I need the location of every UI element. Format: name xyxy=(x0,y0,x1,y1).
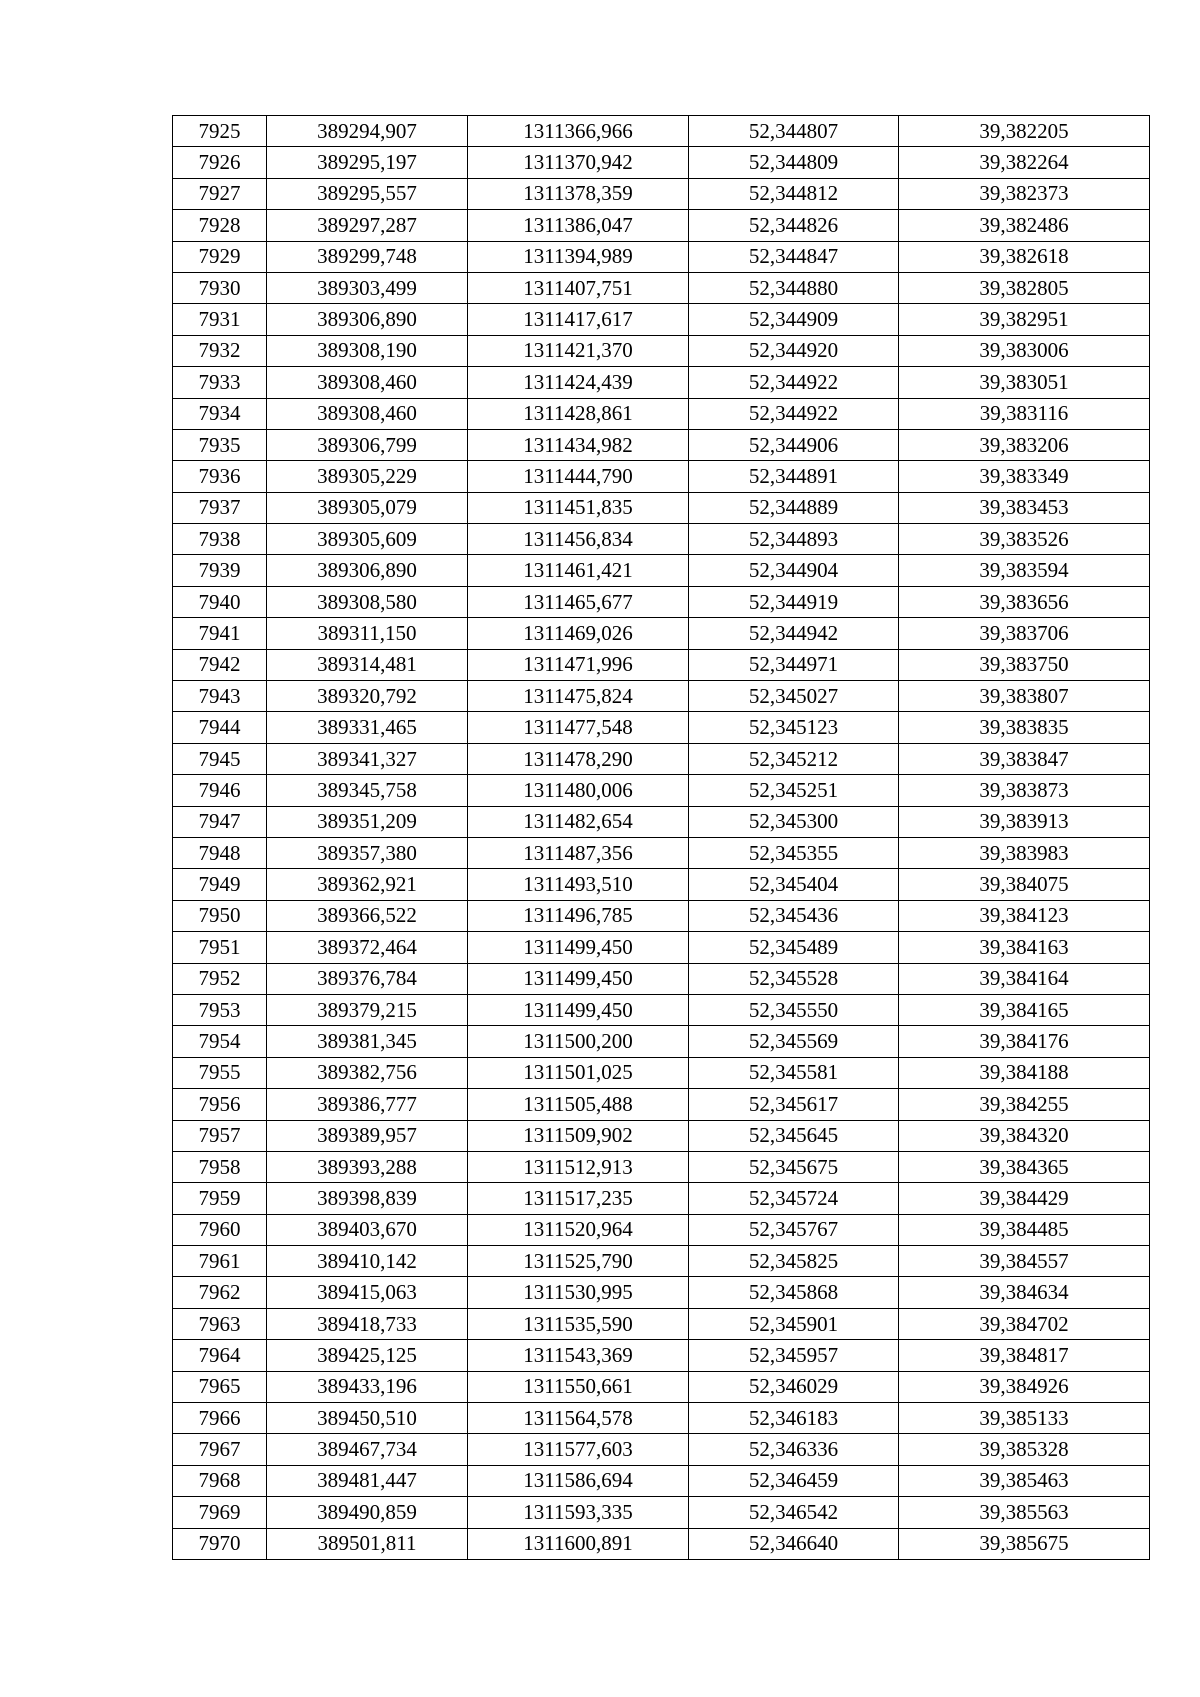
table-row xyxy=(173,524,1150,555)
longitude-cell: 39,384188 xyxy=(899,1057,1150,1088)
x-coordinate-cell: 389467,734 xyxy=(267,1434,468,1465)
longitude-cell: 39,384164 xyxy=(899,963,1150,994)
longitude-cell: 39,385133 xyxy=(899,1403,1150,1434)
y-coordinate-cell: 1311509,902 xyxy=(468,1120,689,1151)
point-number-cell: 7956 xyxy=(173,1089,267,1120)
x-coordinate-cell: 389297,287 xyxy=(267,210,468,241)
latitude-cell: 52,344893 xyxy=(689,524,899,555)
table-row xyxy=(173,1151,1150,1182)
longitude-cell: 39,382618 xyxy=(899,241,1150,272)
y-coordinate-cell: 1311480,006 xyxy=(468,775,689,806)
point-number-cell: 7967 xyxy=(173,1434,267,1465)
y-coordinate-cell: 1311407,751 xyxy=(468,272,689,303)
x-coordinate-cell: 389376,784 xyxy=(267,963,468,994)
latitude-cell: 52,345404 xyxy=(689,869,899,900)
x-coordinate-cell: 389308,190 xyxy=(267,335,468,366)
point-number-cell: 7955 xyxy=(173,1057,267,1088)
y-coordinate-cell: 1311535,590 xyxy=(468,1308,689,1339)
longitude-cell: 39,384365 xyxy=(899,1151,1150,1182)
table-row xyxy=(173,210,1150,241)
x-coordinate-cell: 389341,327 xyxy=(267,743,468,774)
y-coordinate-cell: 1311475,824 xyxy=(468,681,689,712)
latitude-cell: 52,345645 xyxy=(689,1120,899,1151)
point-number-cell: 7945 xyxy=(173,743,267,774)
y-coordinate-cell: 1311499,450 xyxy=(468,932,689,963)
table-row xyxy=(173,116,1150,147)
table-row xyxy=(173,1308,1150,1339)
x-coordinate-cell: 389403,670 xyxy=(267,1214,468,1245)
y-coordinate-cell: 1311386,047 xyxy=(468,210,689,241)
longitude-cell: 39,383983 xyxy=(899,837,1150,868)
y-coordinate-cell: 1311434,982 xyxy=(468,429,689,460)
point-number-cell: 7965 xyxy=(173,1371,267,1402)
table-row xyxy=(173,1089,1150,1120)
point-number-cell: 7954 xyxy=(173,1026,267,1057)
longitude-cell: 39,384557 xyxy=(899,1246,1150,1277)
x-coordinate-cell: 389382,756 xyxy=(267,1057,468,1088)
x-coordinate-cell: 389450,510 xyxy=(267,1403,468,1434)
y-coordinate-cell: 1311465,677 xyxy=(468,586,689,617)
latitude-cell: 52,345868 xyxy=(689,1277,899,1308)
longitude-cell: 39,383807 xyxy=(899,681,1150,712)
table-row xyxy=(173,398,1150,429)
point-number-cell: 7952 xyxy=(173,963,267,994)
longitude-cell: 39,384163 xyxy=(899,932,1150,963)
latitude-cell: 52,345550 xyxy=(689,994,899,1025)
latitude-cell: 52,345569 xyxy=(689,1026,899,1057)
y-coordinate-cell: 1311525,790 xyxy=(468,1246,689,1277)
point-number-cell: 7968 xyxy=(173,1465,267,1496)
latitude-cell: 52,344904 xyxy=(689,555,899,586)
latitude-cell: 52,346542 xyxy=(689,1497,899,1528)
longitude-cell: 39,384702 xyxy=(899,1308,1150,1339)
longitude-cell: 39,384320 xyxy=(899,1120,1150,1151)
x-coordinate-cell: 389362,921 xyxy=(267,869,468,900)
longitude-cell: 39,383349 xyxy=(899,461,1150,492)
x-coordinate-cell: 389425,125 xyxy=(267,1340,468,1371)
table-row xyxy=(173,586,1150,617)
latitude-cell: 52,344812 xyxy=(689,178,899,209)
latitude-cell: 52,345767 xyxy=(689,1214,899,1245)
table-row xyxy=(173,461,1150,492)
point-number-cell: 7939 xyxy=(173,555,267,586)
x-coordinate-cell: 389490,859 xyxy=(267,1497,468,1528)
longitude-cell: 39,385463 xyxy=(899,1465,1150,1496)
x-coordinate-cell: 389306,890 xyxy=(267,555,468,586)
latitude-cell: 52,344891 xyxy=(689,461,899,492)
x-coordinate-cell: 389314,481 xyxy=(267,649,468,680)
table-row xyxy=(173,555,1150,586)
latitude-cell: 52,344847 xyxy=(689,241,899,272)
point-number-cell: 7958 xyxy=(173,1151,267,1182)
longitude-cell: 39,384817 xyxy=(899,1340,1150,1371)
x-coordinate-cell: 389299,748 xyxy=(267,241,468,272)
y-coordinate-cell: 1311500,200 xyxy=(468,1026,689,1057)
latitude-cell: 52,344880 xyxy=(689,272,899,303)
point-number-cell: 7928 xyxy=(173,210,267,241)
x-coordinate-cell: 389311,150 xyxy=(267,618,468,649)
longitude-cell: 39,383006 xyxy=(899,335,1150,366)
table-row xyxy=(173,932,1150,963)
point-number-cell: 7934 xyxy=(173,398,267,429)
point-number-cell: 7962 xyxy=(173,1277,267,1308)
table-row xyxy=(173,1497,1150,1528)
y-coordinate-cell: 1311543,369 xyxy=(468,1340,689,1371)
table-row xyxy=(173,304,1150,335)
longitude-cell: 39,383750 xyxy=(899,649,1150,680)
latitude-cell: 52,345724 xyxy=(689,1183,899,1214)
point-number-cell: 7944 xyxy=(173,712,267,743)
y-coordinate-cell: 1311417,617 xyxy=(468,304,689,335)
point-number-cell: 7943 xyxy=(173,681,267,712)
point-number-cell: 7951 xyxy=(173,932,267,963)
latitude-cell: 52,344807 xyxy=(689,116,899,147)
latitude-cell: 52,345436 xyxy=(689,900,899,931)
table-row xyxy=(173,900,1150,931)
longitude-cell: 39,385328 xyxy=(899,1434,1150,1465)
point-number-cell: 7937 xyxy=(173,492,267,523)
x-coordinate-cell: 389303,499 xyxy=(267,272,468,303)
table-row xyxy=(173,1214,1150,1245)
x-coordinate-cell: 389415,063 xyxy=(267,1277,468,1308)
y-coordinate-cell: 1311451,835 xyxy=(468,492,689,523)
y-coordinate-cell: 1311586,694 xyxy=(468,1465,689,1496)
point-number-cell: 7932 xyxy=(173,335,267,366)
y-coordinate-cell: 1311482,654 xyxy=(468,806,689,837)
point-number-cell: 7938 xyxy=(173,524,267,555)
y-coordinate-cell: 1311530,995 xyxy=(468,1277,689,1308)
table-row xyxy=(173,178,1150,209)
x-coordinate-cell: 389308,580 xyxy=(267,586,468,617)
latitude-cell: 52,345617 xyxy=(689,1089,899,1120)
table-row xyxy=(173,1057,1150,1088)
y-coordinate-cell: 1311520,964 xyxy=(468,1214,689,1245)
y-coordinate-cell: 1311505,488 xyxy=(468,1089,689,1120)
latitude-cell: 52,344971 xyxy=(689,649,899,680)
point-number-cell: 7929 xyxy=(173,241,267,272)
latitude-cell: 52,344889 xyxy=(689,492,899,523)
longitude-cell: 39,382264 xyxy=(899,147,1150,178)
latitude-cell: 52,344809 xyxy=(689,147,899,178)
x-coordinate-cell: 389306,799 xyxy=(267,429,468,460)
latitude-cell: 52,345901 xyxy=(689,1308,899,1339)
point-number-cell: 7949 xyxy=(173,869,267,900)
x-coordinate-cell: 389481,447 xyxy=(267,1465,468,1496)
table-row xyxy=(173,681,1150,712)
longitude-cell: 39,383873 xyxy=(899,775,1150,806)
point-number-cell: 7966 xyxy=(173,1403,267,1434)
longitude-cell: 39,384075 xyxy=(899,869,1150,900)
y-coordinate-cell: 1311469,026 xyxy=(468,618,689,649)
table-row xyxy=(173,837,1150,868)
latitude-cell: 52,344919 xyxy=(689,586,899,617)
point-number-cell: 7948 xyxy=(173,837,267,868)
table-row xyxy=(173,1403,1150,1434)
longitude-cell: 39,382805 xyxy=(899,272,1150,303)
coordinates-table xyxy=(172,115,1150,1560)
y-coordinate-cell: 1311471,996 xyxy=(468,649,689,680)
latitude-cell: 52,346183 xyxy=(689,1403,899,1434)
latitude-cell: 52,346640 xyxy=(689,1528,899,1559)
latitude-cell: 52,345300 xyxy=(689,806,899,837)
point-number-cell: 7969 xyxy=(173,1497,267,1528)
longitude-cell: 39,384123 xyxy=(899,900,1150,931)
latitude-cell: 52,344920 xyxy=(689,335,899,366)
point-number-cell: 7940 xyxy=(173,586,267,617)
y-coordinate-cell: 1311456,834 xyxy=(468,524,689,555)
latitude-cell: 52,344906 xyxy=(689,429,899,460)
longitude-cell: 39,383206 xyxy=(899,429,1150,460)
table-row xyxy=(173,869,1150,900)
table-row xyxy=(173,1528,1150,1559)
table-row xyxy=(173,429,1150,460)
table-row xyxy=(173,712,1150,743)
longitude-cell: 39,383706 xyxy=(899,618,1150,649)
y-coordinate-cell: 1311424,439 xyxy=(468,367,689,398)
y-coordinate-cell: 1311421,370 xyxy=(468,335,689,366)
point-number-cell: 7933 xyxy=(173,367,267,398)
latitude-cell: 52,345957 xyxy=(689,1340,899,1371)
x-coordinate-cell: 389410,142 xyxy=(267,1246,468,1277)
latitude-cell: 52,344909 xyxy=(689,304,899,335)
x-coordinate-cell: 389305,229 xyxy=(267,461,468,492)
table-row xyxy=(173,335,1150,366)
y-coordinate-cell: 1311444,790 xyxy=(468,461,689,492)
y-coordinate-cell: 1311564,578 xyxy=(468,1403,689,1434)
longitude-cell: 39,383116 xyxy=(899,398,1150,429)
longitude-cell: 39,383656 xyxy=(899,586,1150,617)
point-number-cell: 7957 xyxy=(173,1120,267,1151)
y-coordinate-cell: 1311577,603 xyxy=(468,1434,689,1465)
latitude-cell: 52,345123 xyxy=(689,712,899,743)
y-coordinate-cell: 1311478,290 xyxy=(468,743,689,774)
latitude-cell: 52,345251 xyxy=(689,775,899,806)
point-number-cell: 7942 xyxy=(173,649,267,680)
latitude-cell: 52,344942 xyxy=(689,618,899,649)
y-coordinate-cell: 1311477,548 xyxy=(468,712,689,743)
point-number-cell: 7926 xyxy=(173,147,267,178)
y-coordinate-cell: 1311394,989 xyxy=(468,241,689,272)
table-row xyxy=(173,1434,1150,1465)
x-coordinate-cell: 389393,288 xyxy=(267,1151,468,1182)
longitude-cell: 39,382486 xyxy=(899,210,1150,241)
latitude-cell: 52,345355 xyxy=(689,837,899,868)
latitude-cell: 52,346459 xyxy=(689,1465,899,1496)
x-coordinate-cell: 389320,792 xyxy=(267,681,468,712)
latitude-cell: 52,345675 xyxy=(689,1151,899,1182)
longitude-cell: 39,384165 xyxy=(899,994,1150,1025)
longitude-cell: 39,384255 xyxy=(899,1089,1150,1120)
y-coordinate-cell: 1311499,450 xyxy=(468,963,689,994)
table-row xyxy=(173,272,1150,303)
point-number-cell: 7941 xyxy=(173,618,267,649)
x-coordinate-cell: 389398,839 xyxy=(267,1183,468,1214)
table-row xyxy=(173,1183,1150,1214)
table-row xyxy=(173,775,1150,806)
table-row xyxy=(173,963,1150,994)
longitude-cell: 39,383594 xyxy=(899,555,1150,586)
x-coordinate-cell: 389357,380 xyxy=(267,837,468,868)
table-row xyxy=(173,1277,1150,1308)
table-row xyxy=(173,618,1150,649)
longitude-cell: 39,382373 xyxy=(899,178,1150,209)
y-coordinate-cell: 1311487,356 xyxy=(468,837,689,868)
x-coordinate-cell: 389372,464 xyxy=(267,932,468,963)
longitude-cell: 39,385675 xyxy=(899,1528,1150,1559)
longitude-cell: 39,384429 xyxy=(899,1183,1150,1214)
x-coordinate-cell: 389379,215 xyxy=(267,994,468,1025)
point-number-cell: 7925 xyxy=(173,116,267,147)
longitude-cell: 39,382205 xyxy=(899,116,1150,147)
point-number-cell: 7947 xyxy=(173,806,267,837)
point-number-cell: 7935 xyxy=(173,429,267,460)
y-coordinate-cell: 1311600,891 xyxy=(468,1528,689,1559)
x-coordinate-cell: 389501,811 xyxy=(267,1528,468,1559)
x-coordinate-cell: 389381,345 xyxy=(267,1026,468,1057)
y-coordinate-cell: 1311517,235 xyxy=(468,1183,689,1214)
y-coordinate-cell: 1311461,421 xyxy=(468,555,689,586)
y-coordinate-cell: 1311378,359 xyxy=(468,178,689,209)
y-coordinate-cell: 1311496,785 xyxy=(468,900,689,931)
y-coordinate-cell: 1311593,335 xyxy=(468,1497,689,1528)
x-coordinate-cell: 389331,465 xyxy=(267,712,468,743)
point-number-cell: 7946 xyxy=(173,775,267,806)
y-coordinate-cell: 1311370,942 xyxy=(468,147,689,178)
longitude-cell: 39,383913 xyxy=(899,806,1150,837)
longitude-cell: 39,383835 xyxy=(899,712,1150,743)
x-coordinate-cell: 389305,079 xyxy=(267,492,468,523)
latitude-cell: 52,344826 xyxy=(689,210,899,241)
x-coordinate-cell: 389366,522 xyxy=(267,900,468,931)
x-coordinate-cell: 389308,460 xyxy=(267,398,468,429)
point-number-cell: 7959 xyxy=(173,1183,267,1214)
point-number-cell: 7950 xyxy=(173,900,267,931)
table-row xyxy=(173,1120,1150,1151)
x-coordinate-cell: 389389,957 xyxy=(267,1120,468,1151)
latitude-cell: 52,346336 xyxy=(689,1434,899,1465)
longitude-cell: 39,383051 xyxy=(899,367,1150,398)
latitude-cell: 52,344922 xyxy=(689,398,899,429)
coordinates-table-body xyxy=(173,116,1150,1560)
latitude-cell: 52,345581 xyxy=(689,1057,899,1088)
x-coordinate-cell: 389295,197 xyxy=(267,147,468,178)
point-number-cell: 7936 xyxy=(173,461,267,492)
x-coordinate-cell: 389305,609 xyxy=(267,524,468,555)
point-number-cell: 7953 xyxy=(173,994,267,1025)
table-row xyxy=(173,147,1150,178)
longitude-cell: 39,383526 xyxy=(899,524,1150,555)
x-coordinate-cell: 389306,890 xyxy=(267,304,468,335)
latitude-cell: 52,345489 xyxy=(689,932,899,963)
table-row xyxy=(173,1340,1150,1371)
y-coordinate-cell: 1311493,510 xyxy=(468,869,689,900)
point-number-cell: 7970 xyxy=(173,1528,267,1559)
latitude-cell: 52,345528 xyxy=(689,963,899,994)
x-coordinate-cell: 389345,758 xyxy=(267,775,468,806)
y-coordinate-cell: 1311499,450 xyxy=(468,994,689,1025)
x-coordinate-cell: 389351,209 xyxy=(267,806,468,837)
point-number-cell: 7963 xyxy=(173,1308,267,1339)
longitude-cell: 39,383453 xyxy=(899,492,1150,523)
longitude-cell: 39,384485 xyxy=(899,1214,1150,1245)
table-row xyxy=(173,492,1150,523)
point-number-cell: 7964 xyxy=(173,1340,267,1371)
x-coordinate-cell: 389433,196 xyxy=(267,1371,468,1402)
table-row xyxy=(173,1246,1150,1277)
latitude-cell: 52,345825 xyxy=(689,1246,899,1277)
y-coordinate-cell: 1311428,861 xyxy=(468,398,689,429)
point-number-cell: 7930 xyxy=(173,272,267,303)
table-row xyxy=(173,994,1150,1025)
y-coordinate-cell: 1311550,661 xyxy=(468,1371,689,1402)
x-coordinate-cell: 389294,907 xyxy=(267,116,468,147)
latitude-cell: 52,345212 xyxy=(689,743,899,774)
latitude-cell: 52,345027 xyxy=(689,681,899,712)
x-coordinate-cell: 389386,777 xyxy=(267,1089,468,1120)
x-coordinate-cell: 389418,733 xyxy=(267,1308,468,1339)
table-row xyxy=(173,806,1150,837)
latitude-cell: 52,346029 xyxy=(689,1371,899,1402)
y-coordinate-cell: 1311501,025 xyxy=(468,1057,689,1088)
longitude-cell: 39,384926 xyxy=(899,1371,1150,1402)
longitude-cell: 39,385563 xyxy=(899,1497,1150,1528)
latitude-cell: 52,344922 xyxy=(689,367,899,398)
y-coordinate-cell: 1311366,966 xyxy=(468,116,689,147)
point-number-cell: 7960 xyxy=(173,1214,267,1245)
point-number-cell: 7961 xyxy=(173,1246,267,1277)
table-row xyxy=(173,1465,1150,1496)
x-coordinate-cell: 389295,557 xyxy=(267,178,468,209)
table-row xyxy=(173,241,1150,272)
longitude-cell: 39,382951 xyxy=(899,304,1150,335)
x-coordinate-cell: 389308,460 xyxy=(267,367,468,398)
table-row xyxy=(173,649,1150,680)
table-row xyxy=(173,1026,1150,1057)
table-row xyxy=(173,367,1150,398)
point-number-cell: 7927 xyxy=(173,178,267,209)
table-row xyxy=(173,743,1150,774)
point-number-cell: 7931 xyxy=(173,304,267,335)
longitude-cell: 39,384634 xyxy=(899,1277,1150,1308)
longitude-cell: 39,383847 xyxy=(899,743,1150,774)
longitude-cell: 39,384176 xyxy=(899,1026,1150,1057)
table-row xyxy=(173,1371,1150,1402)
y-coordinate-cell: 1311512,913 xyxy=(468,1151,689,1182)
